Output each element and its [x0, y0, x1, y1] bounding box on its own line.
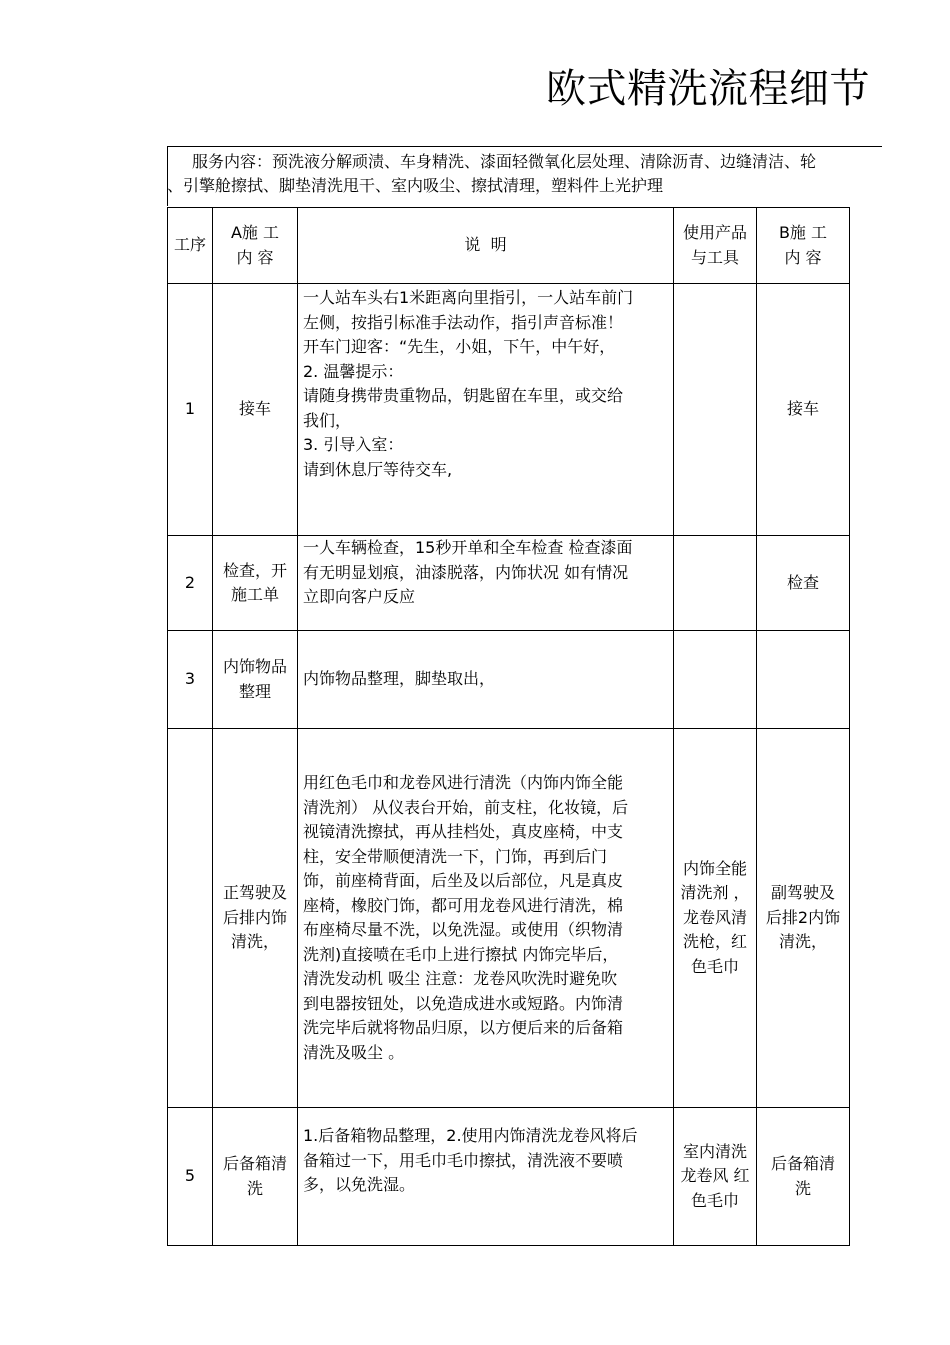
header-b-content: B施 工 内 容 [757, 208, 850, 284]
products-cell [674, 284, 757, 536]
service-line-2: 、引擎舱擦拭、脚垫清洗甩干、室内吸尘、擦拭清理，塑料件上光护理 [167, 176, 664, 195]
description-cell-line: 开车门迎客：“先生，小姐，下午，中午好， [303, 337, 616, 356]
header-description: 说 明 [298, 208, 674, 284]
products-cell-line: 龙卷风 红 [680, 1166, 750, 1186]
description-cell-line: 左侧，按指引标准手法动作，指引声音标准！ [303, 312, 624, 332]
a-content-cell [213, 631, 298, 729]
description-cell-line: 请到休息厅等待交车, [303, 459, 453, 479]
products-cell-line: 洗枪，红 [682, 932, 747, 952]
header-row [168, 208, 850, 284]
b-content-cell [757, 729, 850, 1108]
header-step: 工序 [168, 208, 213, 284]
step-cell: 5 [168, 1108, 213, 1246]
a-content-cell-line: 洗 [246, 1178, 263, 1198]
a-content-cell-line: 清洗， [230, 932, 279, 952]
description-cell-line: 一人站车头右1米距离向里指引，一人站车前门 [303, 288, 634, 307]
products-cell [674, 1108, 757, 1246]
page-title: 欧式精洗流程细节 [546, 66, 870, 112]
description-cell-line: 饰，前座椅背面，后坐及以后部位，凡是真皮 [303, 871, 624, 890]
description-cell-line: 洗完毕后就将物品归原，以方便后来的后备箱 [303, 1018, 624, 1037]
a-content-cell-line: 检查，开 [222, 560, 287, 580]
b-content-cell [757, 536, 850, 631]
table-row [168, 729, 850, 1108]
b-content-cell [757, 284, 850, 536]
description-cell-line: 我们， [303, 410, 352, 430]
b-content-cell-line: 后备箱清 [770, 1154, 835, 1173]
products-cell-line: 室内清洗 [682, 1141, 747, 1161]
a-content-cell-line: 接车 [238, 399, 271, 419]
b-content-cell [757, 1108, 850, 1246]
description-cell [298, 729, 674, 1108]
description-cell [298, 631, 674, 729]
step-cell: 2 [168, 536, 213, 631]
description-cell-line: 备箱过一下，用毛巾毛巾擦拭，清洗液不要喷 [303, 1150, 624, 1170]
a-content-cell-line: 正驾驶及 [222, 883, 287, 903]
a-content-cell-line: 后排内饰 [222, 907, 287, 927]
a-content-cell [213, 729, 298, 1108]
header-a-content: A施 工 内 容 [213, 208, 298, 284]
description-cell [298, 284, 674, 536]
a-content-cell-line: 整理 [238, 681, 271, 701]
description-cell-line: 洗剂)直接喷在毛巾上进行擦拭 内饰完毕后， [303, 944, 619, 964]
products-cell [674, 536, 757, 631]
products-cell [674, 631, 757, 729]
description-cell-line: 2. 温馨提示： [303, 361, 404, 381]
a-content-cell-line: 后备箱清 [222, 1154, 287, 1173]
service-content [167, 146, 882, 206]
products-cell-line: 色毛巾 [690, 956, 739, 976]
table-row [168, 631, 850, 729]
products-cell-line: 清洗剂 ， [680, 883, 750, 903]
a-content-cell-line: 施工单 [230, 585, 279, 604]
b-content-cell [757, 631, 850, 729]
description-cell-line: 多，以免洗湿。 [303, 1175, 416, 1194]
description-cell [298, 1108, 674, 1246]
process-table [167, 207, 850, 1246]
b-content-cell-line: 检查 [786, 572, 819, 592]
description-cell-line: 内饰物品整理，脚垫取出， [303, 669, 496, 689]
products-cell [674, 729, 757, 1108]
description-cell-line: 布座椅尽量不洗，以免洗湿。或使用（织物清 [303, 920, 624, 939]
table-row [168, 284, 850, 536]
description-cell-line: 清洗剂） 从仪表台开始，前支柱，化妆镜，后 [303, 797, 629, 817]
b-content-cell-line: 后排2内饰 [765, 907, 841, 927]
description-cell-line: 清洗发动机 吸尘 注意：龙卷风吹洗时避免吹 [303, 969, 618, 988]
products-cell-line: 内饰全能 [682, 858, 747, 878]
table-row [168, 1108, 850, 1246]
description-cell-line: 一人车辆检查，15秒开单和全车检查 检查漆面 [303, 538, 633, 557]
products-cell-line: 龙卷风清 [682, 907, 747, 927]
description-cell-line: 座椅，橡胶门饰，都可用龙卷风进行清洗，棉 [303, 895, 624, 915]
description-cell [298, 536, 674, 631]
step-cell [168, 729, 213, 1108]
header-products: 使用产品 与工具 [674, 208, 757, 284]
b-content-cell-line: 清洗， [778, 932, 827, 952]
a-content-cell [213, 284, 298, 536]
b-content-cell-line: 副驾驶及 [770, 883, 835, 903]
description-cell-line: 用红色毛巾和龙卷风进行清洗（内饰内饰全能 [303, 773, 624, 792]
description-cell-line: 视镜清洗擦拭，再从挂档处，真皮座椅，中支 [303, 822, 624, 841]
description-cell-line: 清洗及吸尘 。 [303, 1042, 405, 1062]
table-row [168, 536, 850, 631]
step-cell: 3 [168, 631, 213, 729]
a-content-cell [213, 536, 298, 631]
step-cell: 1 [168, 284, 213, 536]
description-cell-line: 有无明显划痕，油漆脱落，内饰状况 如有情况 [303, 562, 629, 582]
description-cell-line: 柱，安全带顺便清洗一下，门饰，再到后门 [303, 846, 608, 866]
b-content-cell-line: 接车 [786, 399, 819, 419]
description-cell-line: 到电器按钮处，以免造成进水或短路。内饰清 [303, 993, 624, 1013]
description-cell-line: 请随身携带贵重物品，钥匙留在车里，或交给 [303, 386, 624, 405]
description-cell-line: 1.后备箱物品整理，2.使用内饰清洗龙卷风将后 [303, 1126, 638, 1145]
b-content-cell-line: 洗 [794, 1178, 811, 1198]
a-content-cell [213, 1108, 298, 1246]
description-cell-line: 3. 引导入室： [303, 435, 404, 454]
products-cell-line: 色毛巾 [690, 1190, 739, 1210]
service-line-1: 服务内容：预洗液分解顽渍、车身精洗、漆面轻微氧化层处理、清除沥青、边缝清洁、轮 [192, 152, 817, 171]
a-content-cell-line: 内饰物品 [222, 657, 287, 676]
description-cell-line: 立即向客户反应 [303, 587, 416, 606]
